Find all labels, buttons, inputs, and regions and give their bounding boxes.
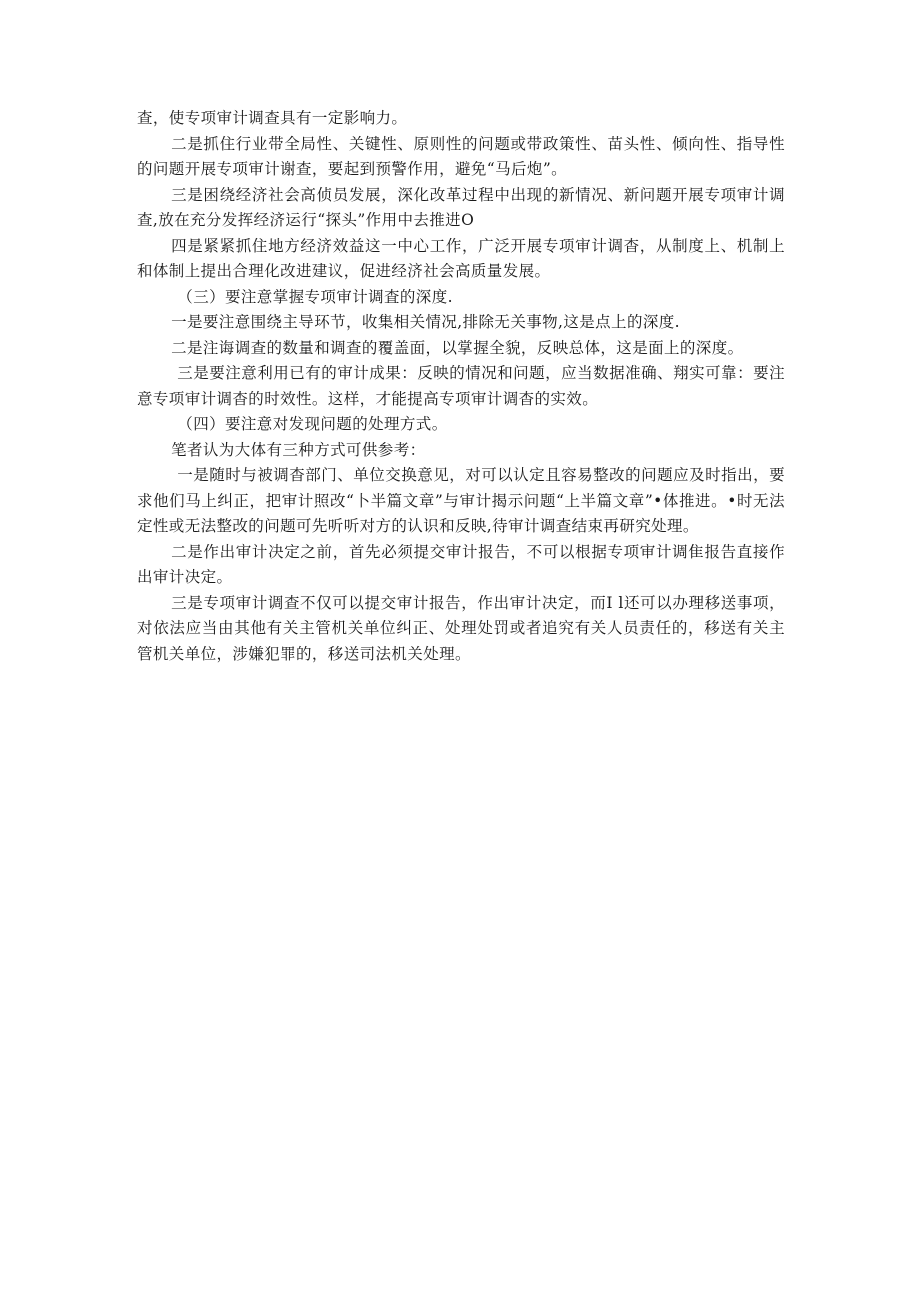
paragraph-10: 二是作出审计决定之前，首先必须提交审计报告，不可以根据专项审计调隹报告直接作出审计决定。 [137,542,785,586]
paragraph-7: 三是要注意利用已有的审计成果：反映的情况和问题，应当数据准确、翔实可靠：要注意专项审计调杳的时效性。这样，才能提高专项审计调杳的实效。 [137,364,785,408]
paragraph-4: 四是紧紧抓住地方经济效益这一中心工作，广泛开展专项审计调杳，从制度上、机制上和体制上提出合理化改进建议，促进经济社会高质量发展。 [137,236,785,280]
section-heading-3: （三）要注意掌握专项审计调査的深度. [177,287,453,306]
paragraph-3: 三是困绕经济社会高侦员发展，深化改革过程中出现的新情况、新问题开展专项审计调查,放在充分发挥经济运行“探头”作用中去推进O [137,185,785,229]
paragraph-11: 三是专项审计调查不仅可以提交审计报告，作出审计决定，而I l还可以办理移送事项，对依法应当由其他有关主管机关单位纠正、处理处罚或者追究有关人员责任的，移送有关主管机关单位，涉嫌犯罪的，移送司法机关处理。 [137,593,785,663]
paragraph-5: 一是要注意围绕主导环节，收集相关情况,排除无关事物,这是点上的深度. [171,313,680,331]
paragraph-9: 一是随时与被调杳部门、单位交换意见，对可以认定且容易整改的问题应及时指出，要求他们马上纠正，把审计照改“卜半篇文章”与审计揭示问题“上半篇文章”•体推进。•时无法定性或无法整改的问题可先听听对方的认识和反映,待审计调查结束再研究处理。 [137,466,785,535]
section-heading-4: （四）要注意对发现问题的处理方式。 [177,415,448,433]
paragraph-2: 二是抓住行业带全局性、关键性、原则性的问题或带政策性、苗头性、倾向性、指导性的问题开展专项审计谢查，要起到预警作用，避免“马后炮”。 [137,134,785,178]
document-body [137,106,785,667]
paragraph-6: 二是注诲调查的数量和调查的覆盖面，以掌握全貌，反映总体，这是面上的深度。 [171,338,744,357]
paragraph-1: 查，使专项审计调查具有一定影响力。 [137,109,408,127]
paragraph-8: 笔者认为大体有三种方式可供参考： [171,440,426,459]
